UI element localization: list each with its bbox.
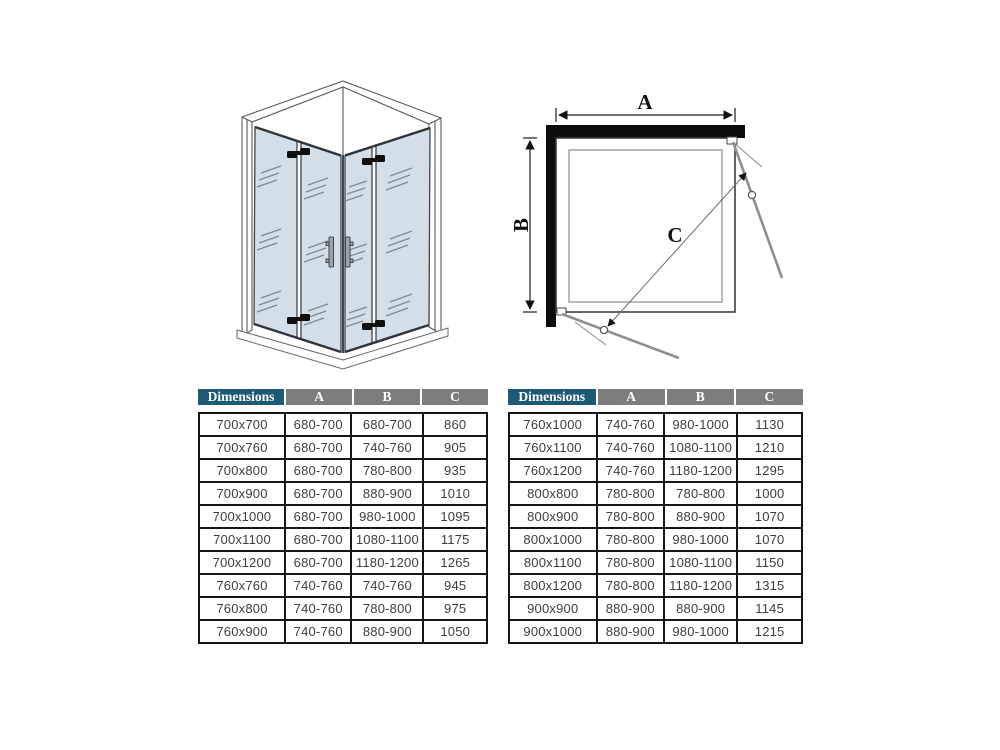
tray-inner-outline	[569, 150, 722, 302]
column-header-dimensions: Dimensions	[508, 389, 596, 405]
table-cell: 680-700	[285, 413, 351, 436]
table-cell: 740-760	[597, 459, 665, 482]
table-cell: 980-1000	[664, 620, 737, 643]
table-cell: 680-700	[285, 459, 351, 482]
table-row	[199, 505, 487, 528]
table-cell: 780-800	[597, 551, 665, 574]
dimension-a-label: A	[637, 90, 653, 114]
table-body	[508, 412, 803, 644]
left-wall	[242, 117, 252, 337]
table-cell: 1050	[423, 620, 487, 643]
table-row	[509, 620, 802, 643]
table-body	[198, 412, 488, 644]
table-cell: 980-1000	[351, 505, 423, 528]
table-cell: 740-760	[351, 436, 423, 459]
table-row	[509, 551, 802, 574]
column-header-b: B	[667, 389, 734, 405]
column-header-b: B	[354, 389, 420, 405]
table-cell: 1095	[423, 505, 487, 528]
table-row	[509, 436, 802, 459]
table-cell: 740-760	[597, 436, 665, 459]
table-cell: 1150	[737, 551, 802, 574]
dimension-c-line	[608, 173, 746, 326]
column-header-c: C	[422, 389, 488, 405]
table-cell: 900x1000	[509, 620, 597, 643]
table-row	[199, 482, 487, 505]
dimension-table-left	[198, 389, 488, 644]
table-cell: 760x1100	[509, 436, 597, 459]
table-row	[509, 413, 802, 436]
table-cell: 935	[423, 459, 487, 482]
column-header-dimensions: Dimensions	[198, 389, 284, 405]
table-cell: 1175	[423, 528, 487, 551]
column-header-a: A	[286, 389, 352, 405]
table-cell: 740-760	[285, 574, 351, 597]
table-cell: 945	[423, 574, 487, 597]
hinge-icon	[287, 151, 297, 158]
table-cell: 880-900	[351, 482, 423, 505]
table-row	[199, 597, 487, 620]
table-cell: 780-800	[664, 482, 737, 505]
table-cell: 975	[423, 597, 487, 620]
table-cell: 1295	[737, 459, 802, 482]
right-wall	[429, 118, 441, 334]
table-cell: 880-900	[597, 597, 665, 620]
column-header-a: A	[598, 389, 665, 405]
handle-knob	[748, 191, 755, 198]
table-cell: 1130	[737, 413, 802, 436]
door-handle-icon	[329, 237, 334, 267]
dimension-table-right	[508, 389, 803, 644]
table-cell: 760x1200	[509, 459, 597, 482]
table-cell: 740-760	[351, 574, 423, 597]
plan-diagram	[505, 75, 810, 375]
table-cell: 780-800	[597, 505, 665, 528]
table-cell: 740-760	[285, 597, 351, 620]
door-handle-icon	[346, 237, 351, 267]
table-cell: 980-1000	[664, 528, 737, 551]
table-cell: 780-800	[597, 574, 665, 597]
table-cell: 800x800	[509, 482, 597, 505]
table-cell: 1000	[737, 482, 802, 505]
table-cell: 1180-1200	[664, 574, 737, 597]
table-cell: 800x1200	[509, 574, 597, 597]
table-row	[509, 459, 802, 482]
table-row	[509, 505, 802, 528]
table-cell: 880-900	[664, 597, 737, 620]
table-cell: 700x1200	[199, 551, 285, 574]
table-cell: 980-1000	[664, 413, 737, 436]
table-cell: 680-700	[351, 413, 423, 436]
column-header-c: C	[736, 389, 803, 405]
table-cell: 800x900	[509, 505, 597, 528]
table-row	[509, 597, 802, 620]
table-cell: 1315	[737, 574, 802, 597]
glass-panels-right	[345, 128, 430, 352]
table-row	[199, 551, 487, 574]
table-cell: 1265	[423, 551, 487, 574]
table-cell: 1080-1100	[351, 528, 423, 551]
table-cell: 1070	[737, 505, 802, 528]
table-cell: 680-700	[285, 551, 351, 574]
table-cell: 760x800	[199, 597, 285, 620]
table-cell: 900x900	[509, 597, 597, 620]
table-cell: 700x900	[199, 482, 285, 505]
table-cell: 1180-1200	[664, 459, 737, 482]
table-header-row	[198, 389, 488, 405]
table-cell: 880-900	[597, 620, 665, 643]
table-row	[199, 436, 487, 459]
table-cell: 800x1000	[509, 528, 597, 551]
glass-panel	[254, 127, 297, 338]
table-cell: 1145	[737, 597, 802, 620]
table-cell: 880-900	[351, 620, 423, 643]
table-cell: 780-800	[597, 528, 665, 551]
table-cell: 760x760	[199, 574, 285, 597]
table-row	[199, 528, 487, 551]
table-cell: 680-700	[285, 482, 351, 505]
table-cell: 800x1100	[509, 551, 597, 574]
table-cell: 680-700	[285, 505, 351, 528]
dimension-c-label: C	[667, 223, 683, 247]
table-cell: 740-760	[597, 413, 665, 436]
table-cell: 780-800	[351, 597, 423, 620]
table-cell: 780-800	[597, 482, 665, 505]
handle-knob	[600, 326, 607, 333]
table-cell: 905	[423, 436, 487, 459]
hinge-icon	[287, 317, 297, 324]
table-row	[509, 482, 802, 505]
table-cell: 1070	[737, 528, 802, 551]
hinge-icon	[362, 158, 372, 165]
table-cell: 780-800	[351, 459, 423, 482]
table-cell: 860	[423, 413, 487, 436]
table-cell: 880-900	[664, 505, 737, 528]
table-cell: 740-760	[285, 620, 351, 643]
table-cell: 1080-1100	[664, 551, 737, 574]
table-cell: 1010	[423, 482, 487, 505]
hinge-icon	[362, 323, 372, 330]
table-cell: 680-700	[285, 528, 351, 551]
table-row	[199, 574, 487, 597]
isometric-diagram	[185, 68, 485, 380]
tray-outline	[556, 138, 735, 312]
table-header-row	[508, 389, 803, 405]
plan-wall-left	[546, 125, 556, 327]
table-cell: 700x760	[199, 436, 285, 459]
table-cell: 680-700	[285, 436, 351, 459]
table-cell: 700x800	[199, 459, 285, 482]
table-row	[199, 620, 487, 643]
table-row	[509, 574, 802, 597]
table-cell: 1180-1200	[351, 551, 423, 574]
table-cell: 1080-1100	[664, 436, 737, 459]
plan-wall-top	[546, 125, 745, 138]
table-row	[199, 459, 487, 482]
dimension-b-label: B	[509, 217, 533, 233]
table-row	[509, 528, 802, 551]
table-cell: 700x1000	[199, 505, 285, 528]
table-row	[199, 413, 487, 436]
table-cell: 1210	[737, 436, 802, 459]
table-cell: 760x1000	[509, 413, 597, 436]
table-cell: 760x900	[199, 620, 285, 643]
table-cell: 700x700	[199, 413, 285, 436]
table-cell: 1215	[737, 620, 802, 643]
table-cell: 700x1100	[199, 528, 285, 551]
